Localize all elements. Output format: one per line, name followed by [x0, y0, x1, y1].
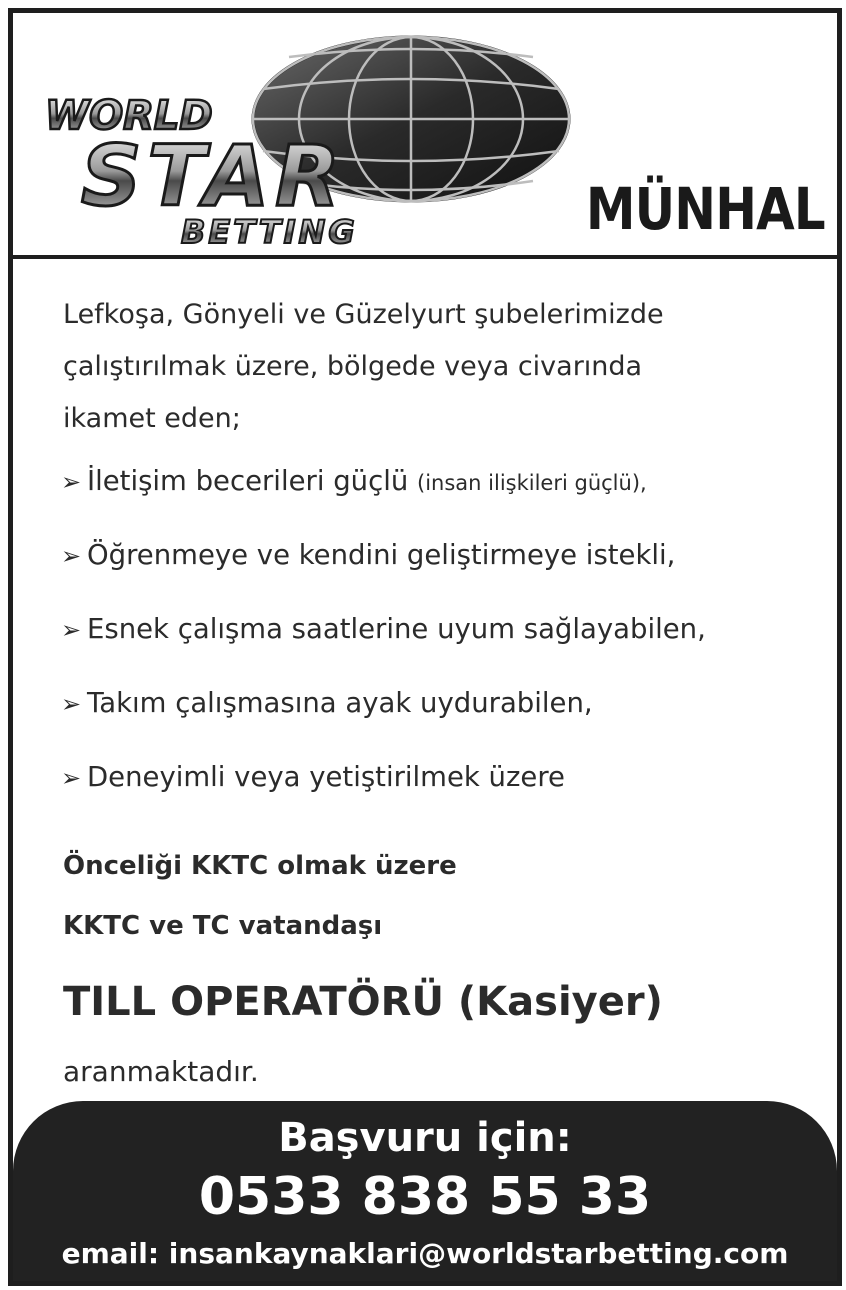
contact-footer [13, 1101, 837, 1283]
closing-text: aranmaktadır. [63, 1055, 259, 1088]
apply-heading: Başvuru için: [278, 1115, 572, 1161]
logo-word-betting: BETTING [181, 213, 358, 248]
intro-paragraph [63, 289, 823, 445]
arrow-bullet-icon: ➢ [61, 468, 82, 496]
requirements-list [61, 461, 831, 831]
job-title: TILL OPERATÖRÜ (Kasiyer) [63, 979, 663, 1025]
job-ad-frame [8, 8, 842, 1286]
requirement-item [61, 683, 831, 757]
citizenship-line: KKTC ve TC vatandaşı [63, 911, 383, 941]
requirement-note: (insan ilişkileri güçlü), [417, 471, 647, 495]
requirement-text: Takım çalışmasına ayak uydurabilen, [87, 687, 593, 719]
arrow-bullet-icon: ➢ [61, 690, 82, 718]
intro-line: ikamet eden; [63, 403, 241, 434]
intro-line: çalıştırılmak üzere, bölgede veya civarında [63, 351, 643, 382]
logo-word-world: WORLD [45, 93, 213, 139]
requirement-text: Deneyimli veya yetiştirilmek üzere [87, 761, 565, 793]
requirement-item [61, 609, 831, 683]
requirement-item [61, 461, 831, 535]
phone-number: 0533 838 55 33 [198, 1167, 652, 1227]
arrow-bullet-icon: ➢ [61, 542, 82, 570]
email-line: email: insankaynaklari@worldstarbetting.com [61, 1237, 789, 1270]
world-star-betting-logo [31, 33, 591, 248]
ad-title: MÜNHAL [586, 175, 825, 243]
requirement-item [61, 757, 831, 831]
ad-header [13, 13, 837, 259]
arrow-bullet-icon: ➢ [61, 616, 82, 644]
logo-word-star: STAR [81, 127, 346, 225]
priority-line: Önceliği KKTC olmak üzere [63, 851, 457, 881]
requirement-item [61, 535, 831, 609]
requirement-text: İletişim becerileri güçlü [87, 465, 409, 497]
intro-line: Lefkoşa, Gönyeli ve Güzelyurt şubelerimizde [63, 299, 664, 330]
requirement-text: Esnek çalışma saatlerine uyum sağlayabilen, [87, 613, 706, 645]
arrow-bullet-icon: ➢ [61, 764, 82, 792]
requirement-text: Öğrenmeye ve kendini geliştirmeye istekli, [87, 539, 676, 571]
